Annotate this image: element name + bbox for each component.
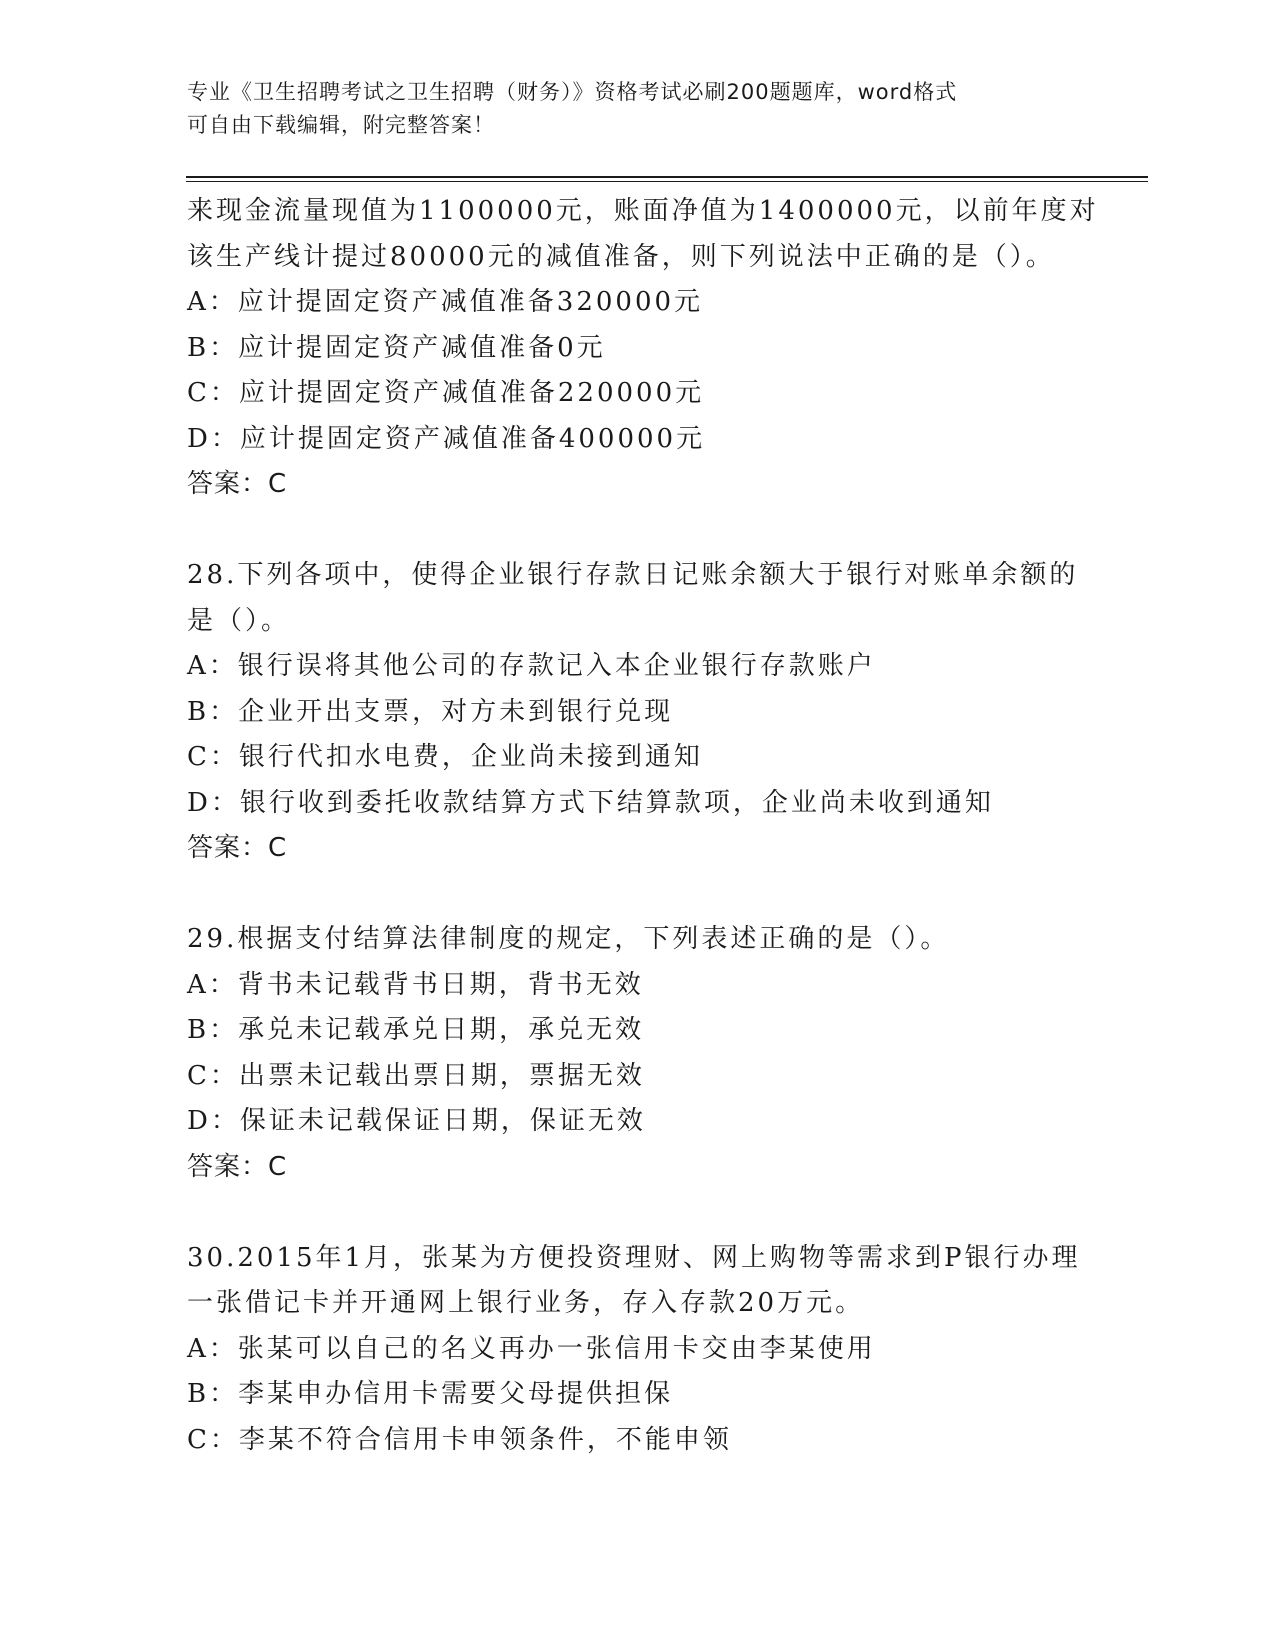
question-stem-line: 30.2015年1月，张某为方便投资理财、网上购物等需求到P银行办理 [187,1242,1081,1273]
question-stem-line: 该生产线计提过80000元的减值准备，则下列说法中正确的是（）。 [187,241,1055,272]
question-stem-line: 是（）。 [187,605,291,636]
option-b: B：应计提固定资产减值准备0元 [187,332,606,363]
question-stem-line: 28.下列各项中，使得企业银行存款日记账余额大于银行对账单余额的 [187,560,1079,590]
option-c: C：李某不符合信用卡申领条件，不能申领 [187,1424,732,1455]
option-c: C：银行代扣水电费，企业尚未接到通知 [187,742,703,772]
option-d: D：银行收到委托收款结算方式下结算款项，企业尚未收到通知 [187,787,994,818]
question-stem-line: 29.根据支付结算法律制度的规定，下列表述正确的是（）。 [187,924,950,954]
question-block [187,553,1147,872]
answer-line: 答案：C [187,469,288,499]
answer-line: 答案：C [187,833,288,863]
option-a: A：背书未记载背书日期，背书无效 [187,969,644,1000]
option-d: D：保证未记载保证日期，保证无效 [187,1106,646,1136]
option-a: A：张某可以自己的名义再办一张信用卡交由李某使用 [187,1333,876,1364]
option-b: B：企业开出支票，对方未到银行兑现 [187,696,674,727]
question-block [187,917,1147,1190]
header-divider-thick [186,176,1148,178]
option-a: A：银行误将其他公司的存款记入本企业银行存款账户 [187,651,876,681]
spacer [187,508,1147,554]
question-block [187,1236,1147,1464]
spacer [187,872,1147,918]
option-b: B：承兑未记载承兑日期，承兑无效 [187,1015,645,1045]
spacer [187,1190,1147,1236]
option-a: A：应计提固定资产减值准备320000元 [187,287,704,317]
question-block [187,189,1147,508]
question-stem-line: 一张借记卡并开通网上银行业务，存入存款20万元。 [187,1288,865,1318]
option-c: C：出票未记载出票日期，票据无效 [187,1060,645,1091]
question-stem-line: 来现金流量现值为1100000元，账面净值为1400000元，以前年度对 [187,196,1099,226]
document-header [187,76,1087,142]
answer-line: 答案：C [187,1151,288,1182]
header-title-line-2: 可自由下载编辑，附完整答案！ [187,113,495,137]
question-list [187,189,1147,1463]
header-divider-thin [186,181,1148,182]
header-title-line-1: 专业《卫生招聘考试之卫生招聘（财务）》资格考试必刷200题题库，word格式 [187,80,958,104]
option-c: C：应计提固定资产减值准备220000元 [187,378,705,408]
option-b: B：李某申办信用卡需要父母提供担保 [187,1379,674,1409]
option-d: D：应计提固定资产减值准备400000元 [187,423,706,454]
